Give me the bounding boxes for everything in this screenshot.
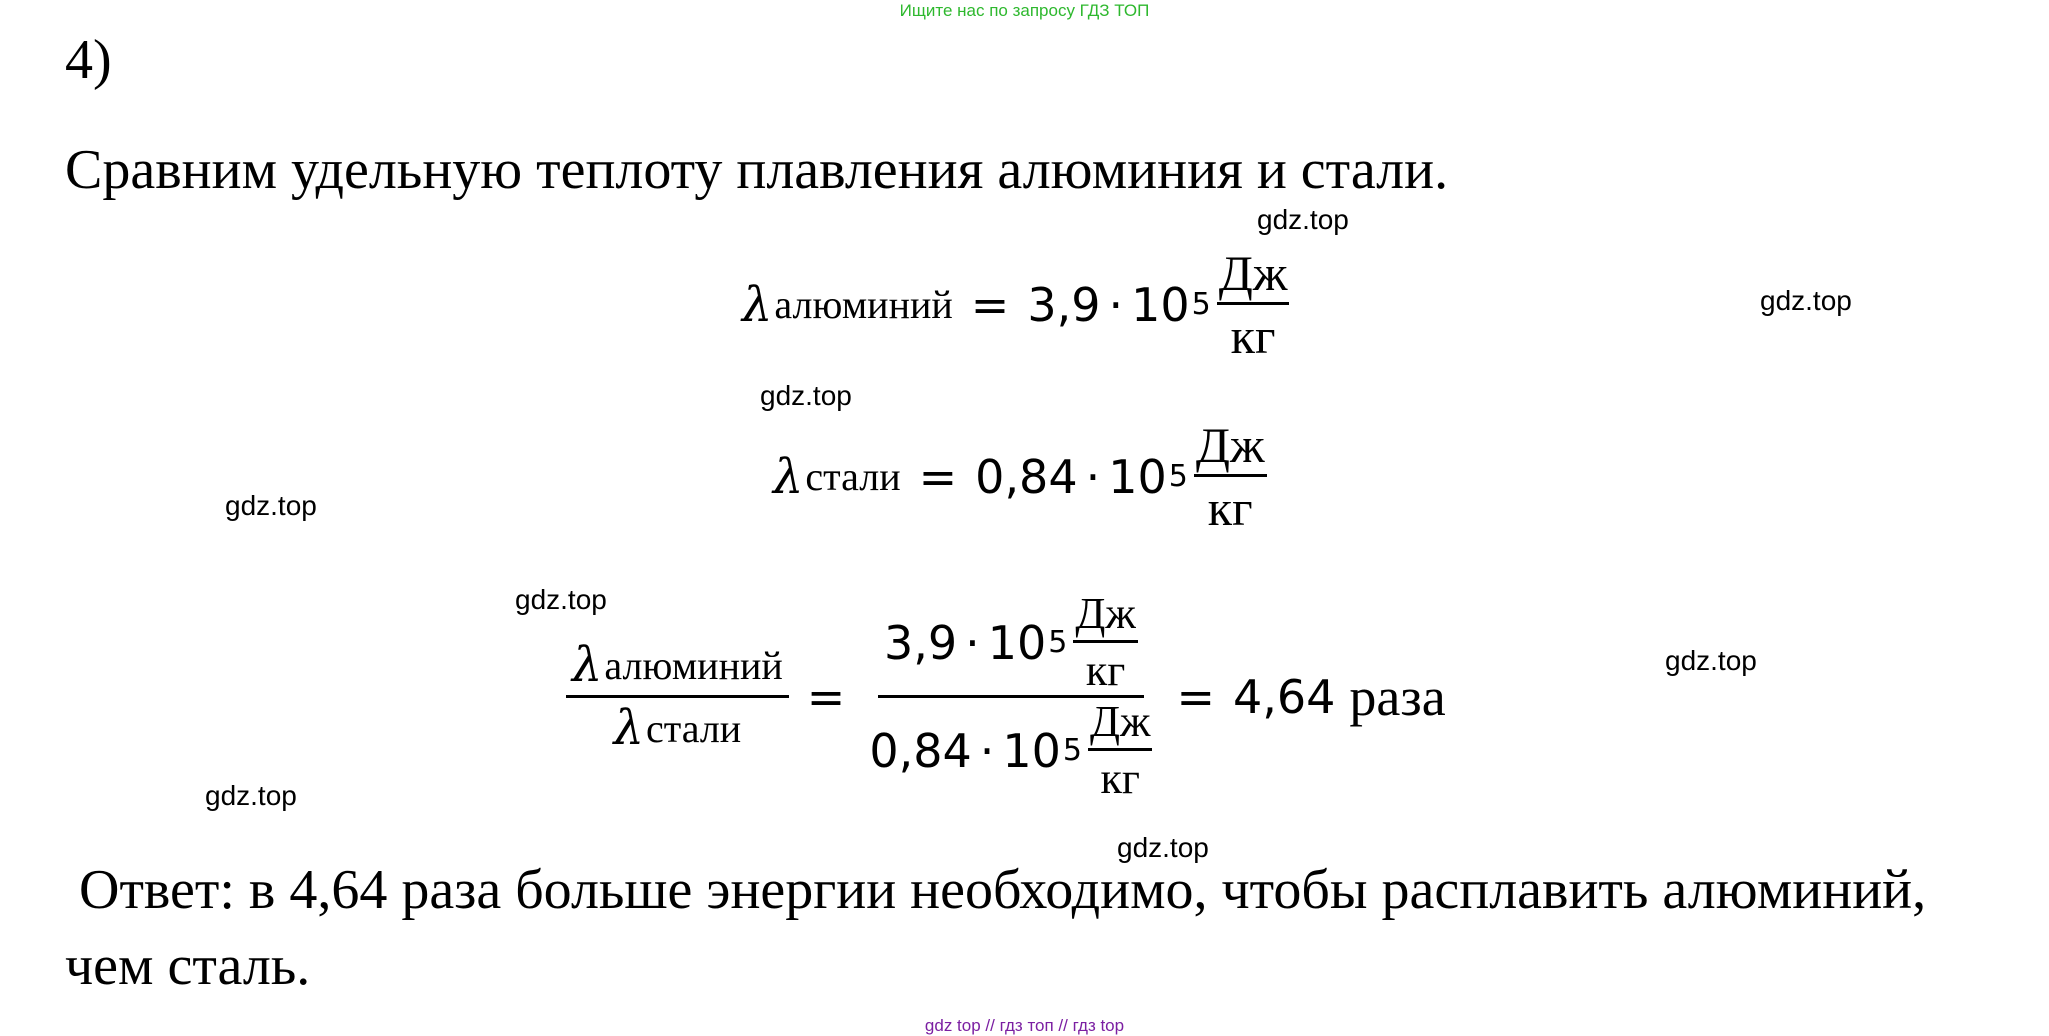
subscript-steel: стали (646, 705, 742, 751)
top-banner: Ищите нас по запросу ГДЗ ТОП (899, 1, 1150, 20)
lambda-symbol: λ (613, 700, 644, 756)
unit-numerator: Дж (1073, 592, 1137, 643)
watermark: gdz.top (1117, 832, 1209, 863)
value-numerator (878, 589, 1144, 698)
watermark: gdz.top (1760, 285, 1852, 316)
unit-numerator: Дж (1217, 248, 1290, 305)
lambda-ratio-fraction (566, 637, 789, 756)
ratio-numerator (566, 637, 789, 698)
lambda-symbol: λ (742, 276, 773, 333)
watermark: gdz.top (1257, 204, 1349, 235)
answer-line-1: Ответ: в 4,64 раза больше энергии необходимо, чтобы расплавить алюминий, (79, 859, 1927, 921)
power-exponent: 5 (1048, 625, 1068, 660)
power-base: 10 (1002, 723, 1061, 778)
subscript-aluminum: алюминий (604, 642, 783, 688)
subscript-aluminum: алюминий (774, 282, 953, 327)
power-base: 10 (1108, 449, 1167, 504)
lambda-symbol: λ (773, 448, 804, 505)
equation-aluminum (742, 245, 1289, 364)
unit-numerator: Дж (1088, 700, 1152, 751)
steel-coefficient: 0,84 (869, 723, 972, 778)
watermark: gdz.top (760, 380, 852, 411)
aluminum-coefficient: 3,9 (1027, 277, 1101, 332)
intro-text: Сравним удельную теплоту плавления алюминия и стали. (65, 139, 1449, 201)
subscript-steel: стали (805, 454, 901, 499)
power-exponent: 5 (1168, 459, 1188, 494)
aluminum-coefficient: 3,9 (883, 615, 958, 670)
power-base: 10 (1131, 277, 1190, 332)
watermark: gdz.top (205, 780, 297, 811)
unit-fraction (1073, 589, 1137, 695)
lambda-symbol: λ (572, 637, 603, 693)
multiply-dot: · (1085, 449, 1101, 504)
steel-coefficient: 0,84 (975, 449, 1078, 504)
multiply-dot: · (1108, 277, 1124, 332)
equals-sign: = (806, 669, 846, 724)
equals-sign: = (1176, 669, 1215, 724)
power-base: 10 (987, 615, 1047, 670)
unit-fraction (1088, 697, 1152, 803)
problem-number: 4) (65, 29, 112, 91)
multiply-dot: · (979, 723, 995, 778)
result-unit: раза (1349, 666, 1446, 727)
unit-denominator: кг (1207, 480, 1253, 536)
power-exponent: 5 (1191, 287, 1211, 322)
equation-ratio (566, 589, 1446, 803)
result-value: 4,64 (1232, 669, 1336, 724)
watermark: gdz.top (515, 584, 607, 615)
unit-denominator: кг (1230, 308, 1276, 364)
watermark: gdz.top (1665, 645, 1757, 676)
unit-denominator: кг (1100, 754, 1140, 803)
equals-sign: = (918, 449, 958, 504)
unit-fraction (1194, 417, 1267, 536)
value-denominator (863, 698, 1158, 801)
answer-line-2: чем сталь. (65, 935, 311, 997)
equation-steel (773, 417, 1267, 536)
footer-links[interactable]: gdz top // гдз топ // гдз top (924, 1016, 1125, 1035)
equals-sign: = (970, 277, 1010, 332)
value-ratio-fraction (863, 589, 1158, 803)
ratio-denominator (608, 698, 748, 756)
unit-fraction (1217, 245, 1290, 364)
unit-numerator: Дж (1194, 420, 1267, 477)
power-exponent: 5 (1062, 733, 1083, 768)
multiply-dot: · (965, 615, 980, 670)
unit-denominator: кг (1085, 646, 1126, 695)
watermark: gdz.top (225, 490, 317, 521)
